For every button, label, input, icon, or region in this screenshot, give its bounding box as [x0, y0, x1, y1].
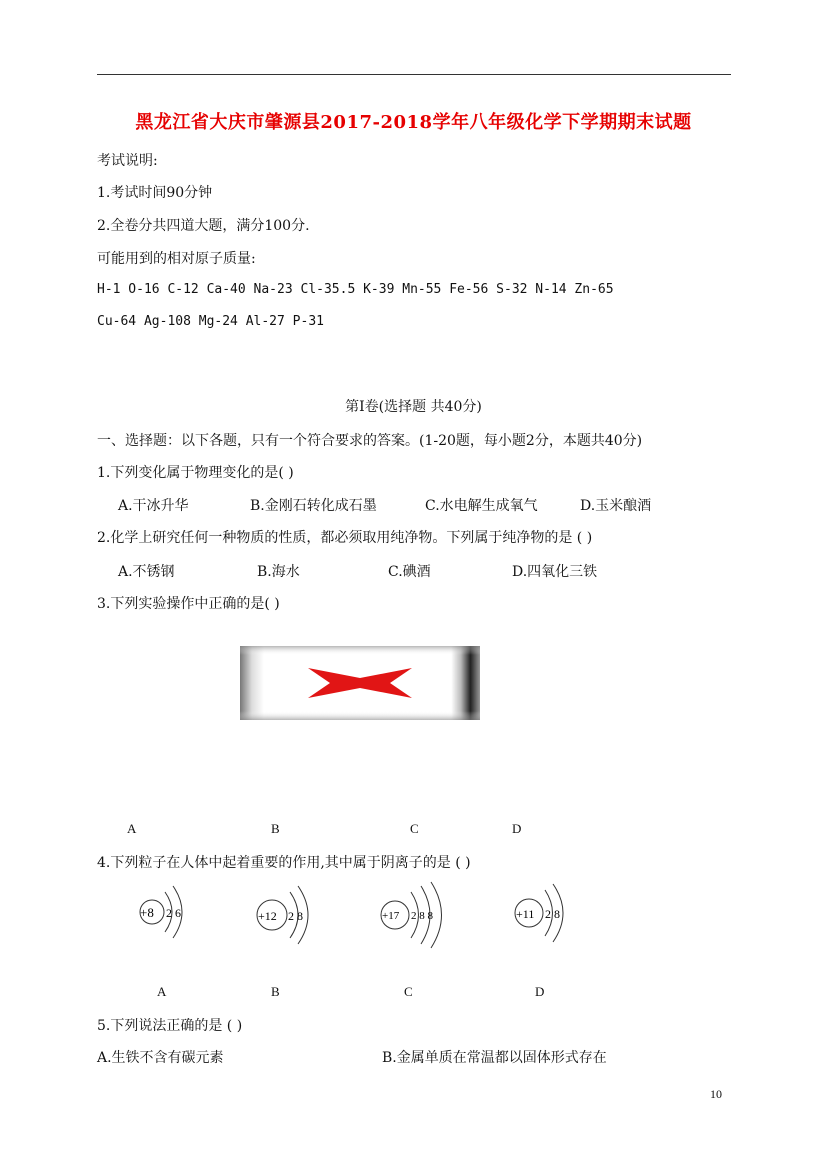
question-4-label-b: B	[271, 984, 280, 999]
question-3-label-b: B	[271, 821, 280, 836]
header-rule	[97, 74, 731, 75]
atom-structure-b	[252, 880, 342, 950]
atom-c-shells: 2 8 8	[411, 910, 433, 922]
question-2-option-a: A.不锈钢	[118, 564, 175, 580]
atom-structure-c	[378, 880, 468, 950]
page-title: 黑龙江省大庆市肇源县2017-2018学年八年级化学下学期期末试题	[135, 112, 692, 133]
question-3-label-d: D	[512, 821, 522, 836]
atomic-masses-line-1: H-1 O-16 C-12 Ca-40 Na-23 Cl-35.5 K-39 Mn-55 Fe-56 S-32 N-14 Zn-65	[97, 282, 614, 297]
question-1-stem: 1.下列变化属于物理变化的是( )	[97, 465, 294, 481]
atom-structure-d	[512, 880, 602, 950]
question-5-option-a: A.生铁不含有碳元素	[97, 1050, 224, 1066]
question-5-option-b: B.金属单质在常温都以固体形式存在	[382, 1050, 607, 1066]
question-1-option-a: A.干冰升华	[118, 498, 189, 514]
question-4-label-a: A	[157, 984, 167, 999]
question-2-option-d: D.四氧化三铁	[512, 564, 598, 580]
atom-a-shells: 2 6	[166, 906, 181, 920]
question-5-stem: 5.下列说法正确的是 ( )	[97, 1018, 243, 1034]
atom-a-nucleus: +8	[140, 905, 154, 920]
question-2-stem: 2.化学上研究任何一种物质的性质，都必须取用纯净物。下列属于纯净物的是 ( )	[97, 530, 593, 546]
question-1-option-d: D.玉米酿酒	[580, 498, 652, 514]
question-4-stem: 4.下列粒子在人体中起着重要的作用,其中属于阴离子的是 ( )	[97, 855, 471, 871]
question-1-option-c: C.水电解生成氧气	[425, 498, 538, 514]
atom-d-nucleus: +11	[516, 907, 535, 921]
page-number: 10	[710, 1087, 722, 1101]
question-2-option-b: B.海水	[257, 564, 300, 580]
atom-b-nucleus: +12	[258, 909, 277, 923]
question-3-label-c: C	[410, 821, 419, 836]
atom-c-nucleus: +17	[382, 910, 400, 922]
question-4-label-d: D	[535, 984, 545, 999]
instructions-heading: 考试说明:	[97, 153, 158, 169]
atom-d-shells: 2 8	[545, 907, 560, 921]
broken-image-placeholder	[240, 646, 480, 720]
atom-structure-a	[135, 880, 225, 950]
atom-b-shells: 2 8	[288, 909, 303, 923]
section-heading: 一、选择题：以下各题，只有一个符合要求的答案。(1-20题，每小题2分，本题共40分)	[97, 433, 643, 449]
question-3-stem: 3.下列实验操作中正确的是( )	[97, 596, 280, 612]
part-title: 第Ⅰ卷(选择题 共40分)	[345, 399, 482, 415]
question-3-label-a: A	[127, 821, 137, 836]
question-1-option-b: B.金刚石转化成石墨	[250, 498, 377, 514]
question-4-label-c: C	[404, 984, 413, 999]
instruction-time: 1.考试时间90分钟	[97, 185, 213, 201]
masses-heading: 可能用到的相对原子质量:	[97, 251, 256, 267]
question-2-option-c: C.碘酒	[388, 564, 431, 580]
instruction-score: 2.全卷分共四道大题，满分100分.	[97, 218, 310, 234]
atomic-masses-line-2: Cu-64 Ag-108 Mg-24 Al-27 P-31	[97, 314, 324, 329]
